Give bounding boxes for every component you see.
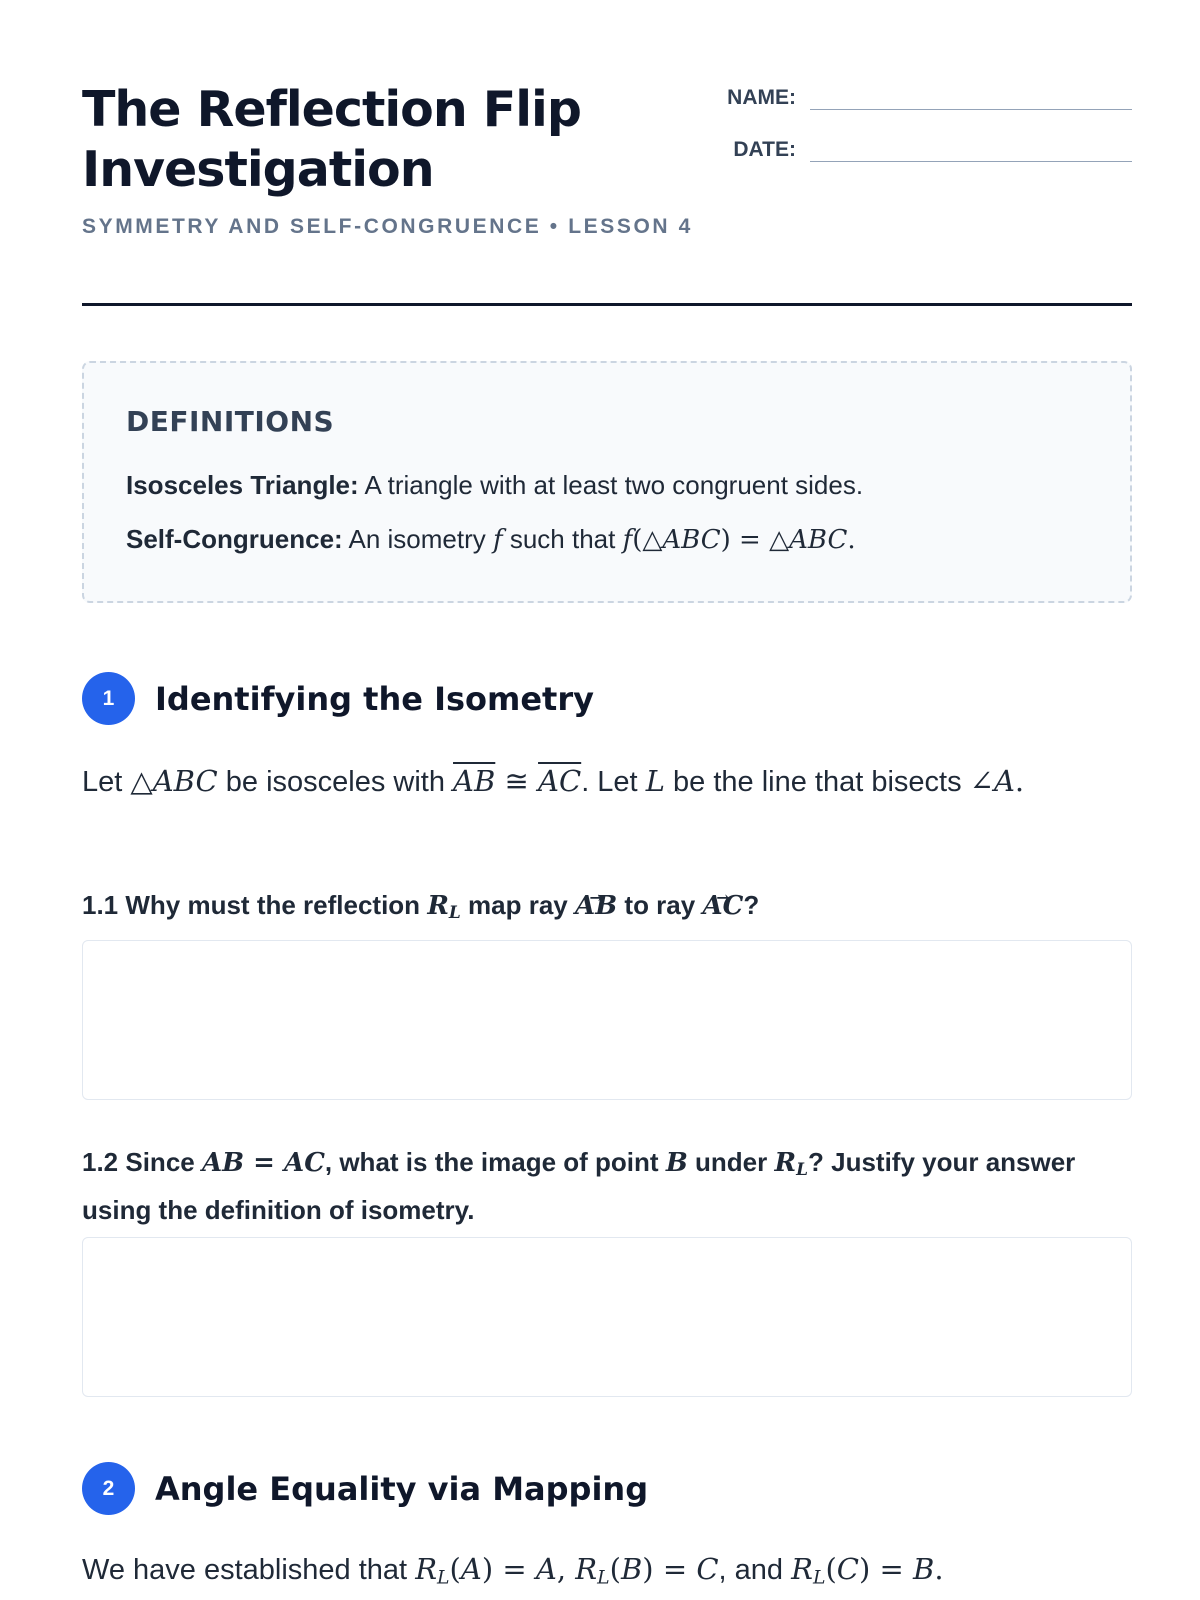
intro-text: . Let (581, 766, 638, 798)
question-text: ? Justify your answer using the definition of isometry. (82, 1147, 1076, 1226)
section-2-intro (82, 1546, 1132, 1600)
question-1-1: 1.1 Why must the reflection $R_L$ map ray → AB to ray → AC? (82, 885, 1132, 933)
definition-self-congruence (126, 512, 1088, 567)
lesson-subtitle: SYMMETRY AND SELF-CONGRUENCE • LESSON 4 (82, 215, 693, 238)
answer-box-1-1[interactable] (82, 940, 1132, 1100)
math-expression: B (665, 1148, 688, 1178)
question-text: to ray (624, 890, 696, 920)
definition-text: A triangle with at least two congruent sides. (364, 470, 864, 500)
section-number-badge: 1 (82, 672, 135, 725)
page-title: The Reflection Flip Investigation (82, 81, 581, 198)
math-expression: → AC (702, 891, 743, 921)
question-text: map ray (468, 890, 568, 920)
question-text: under (695, 1147, 768, 1177)
math-expression: f(△ABC) = △ABC. (622, 525, 856, 555)
name-field[interactable] (706, 86, 1132, 110)
math-expression: $R_L(C) = B$. (791, 1552, 944, 1589)
date-label: DATE: (733, 138, 796, 161)
section-1-intro (82, 758, 1132, 805)
section-title: Identifying the Isometry (155, 679, 594, 718)
definition-text: such that (509, 524, 616, 554)
math-expression: AB = AC (201, 1148, 325, 1178)
question-text: 1.2 Since (82, 1147, 195, 1177)
math-expression: $R_L$ (427, 891, 461, 923)
name-line[interactable] (810, 109, 1132, 110)
header-divider (82, 303, 1132, 306)
math-expression: $R_L(A) = A$, $R_L(B) = C$ (415, 1552, 719, 1589)
intro-text: be the line that bisects (673, 766, 962, 798)
math-expression: ∠A. (969, 764, 1025, 798)
definition-isosceles (126, 458, 1088, 512)
definition-term: Isosceles Triangle: (126, 470, 359, 500)
name-label: NAME: (727, 86, 796, 109)
math-expression: f (492, 525, 503, 555)
intro-text: Let (82, 766, 123, 798)
date-line[interactable] (810, 161, 1132, 162)
definitions-box (82, 361, 1132, 603)
section-2-header (82, 1462, 648, 1515)
math-expression: $R_L$ (774, 1148, 808, 1180)
answer-box-1-2[interactable] (82, 1237, 1132, 1397)
definition-term: Self-Congruence: (126, 524, 343, 554)
date-field[interactable] (706, 138, 1132, 162)
intro-text: be isosceles with (225, 766, 445, 798)
definitions-title: DEFINITIONS (126, 405, 335, 438)
math-expression: → AB (575, 891, 617, 921)
math-expression: L (645, 764, 665, 798)
question-text: 1.1 Why must the reflection (82, 890, 421, 920)
section-1-header (82, 672, 594, 725)
intro-text: , and (718, 1554, 784, 1586)
section-title: Angle Equality via Mapping (155, 1469, 649, 1508)
question-1-2 (82, 1142, 1132, 1231)
worksheet-header (82, 80, 1132, 305)
section-number-badge: 2 (82, 1462, 135, 1515)
math-expression: $\overline{AB}$ ≅ $\overline{AC}$ (453, 764, 582, 798)
definition-text: An isometry (348, 524, 486, 554)
intro-text: We have established that (82, 1554, 408, 1586)
question-text: , what is the image of point (324, 1147, 659, 1177)
math-expression: △ABC (130, 764, 218, 798)
